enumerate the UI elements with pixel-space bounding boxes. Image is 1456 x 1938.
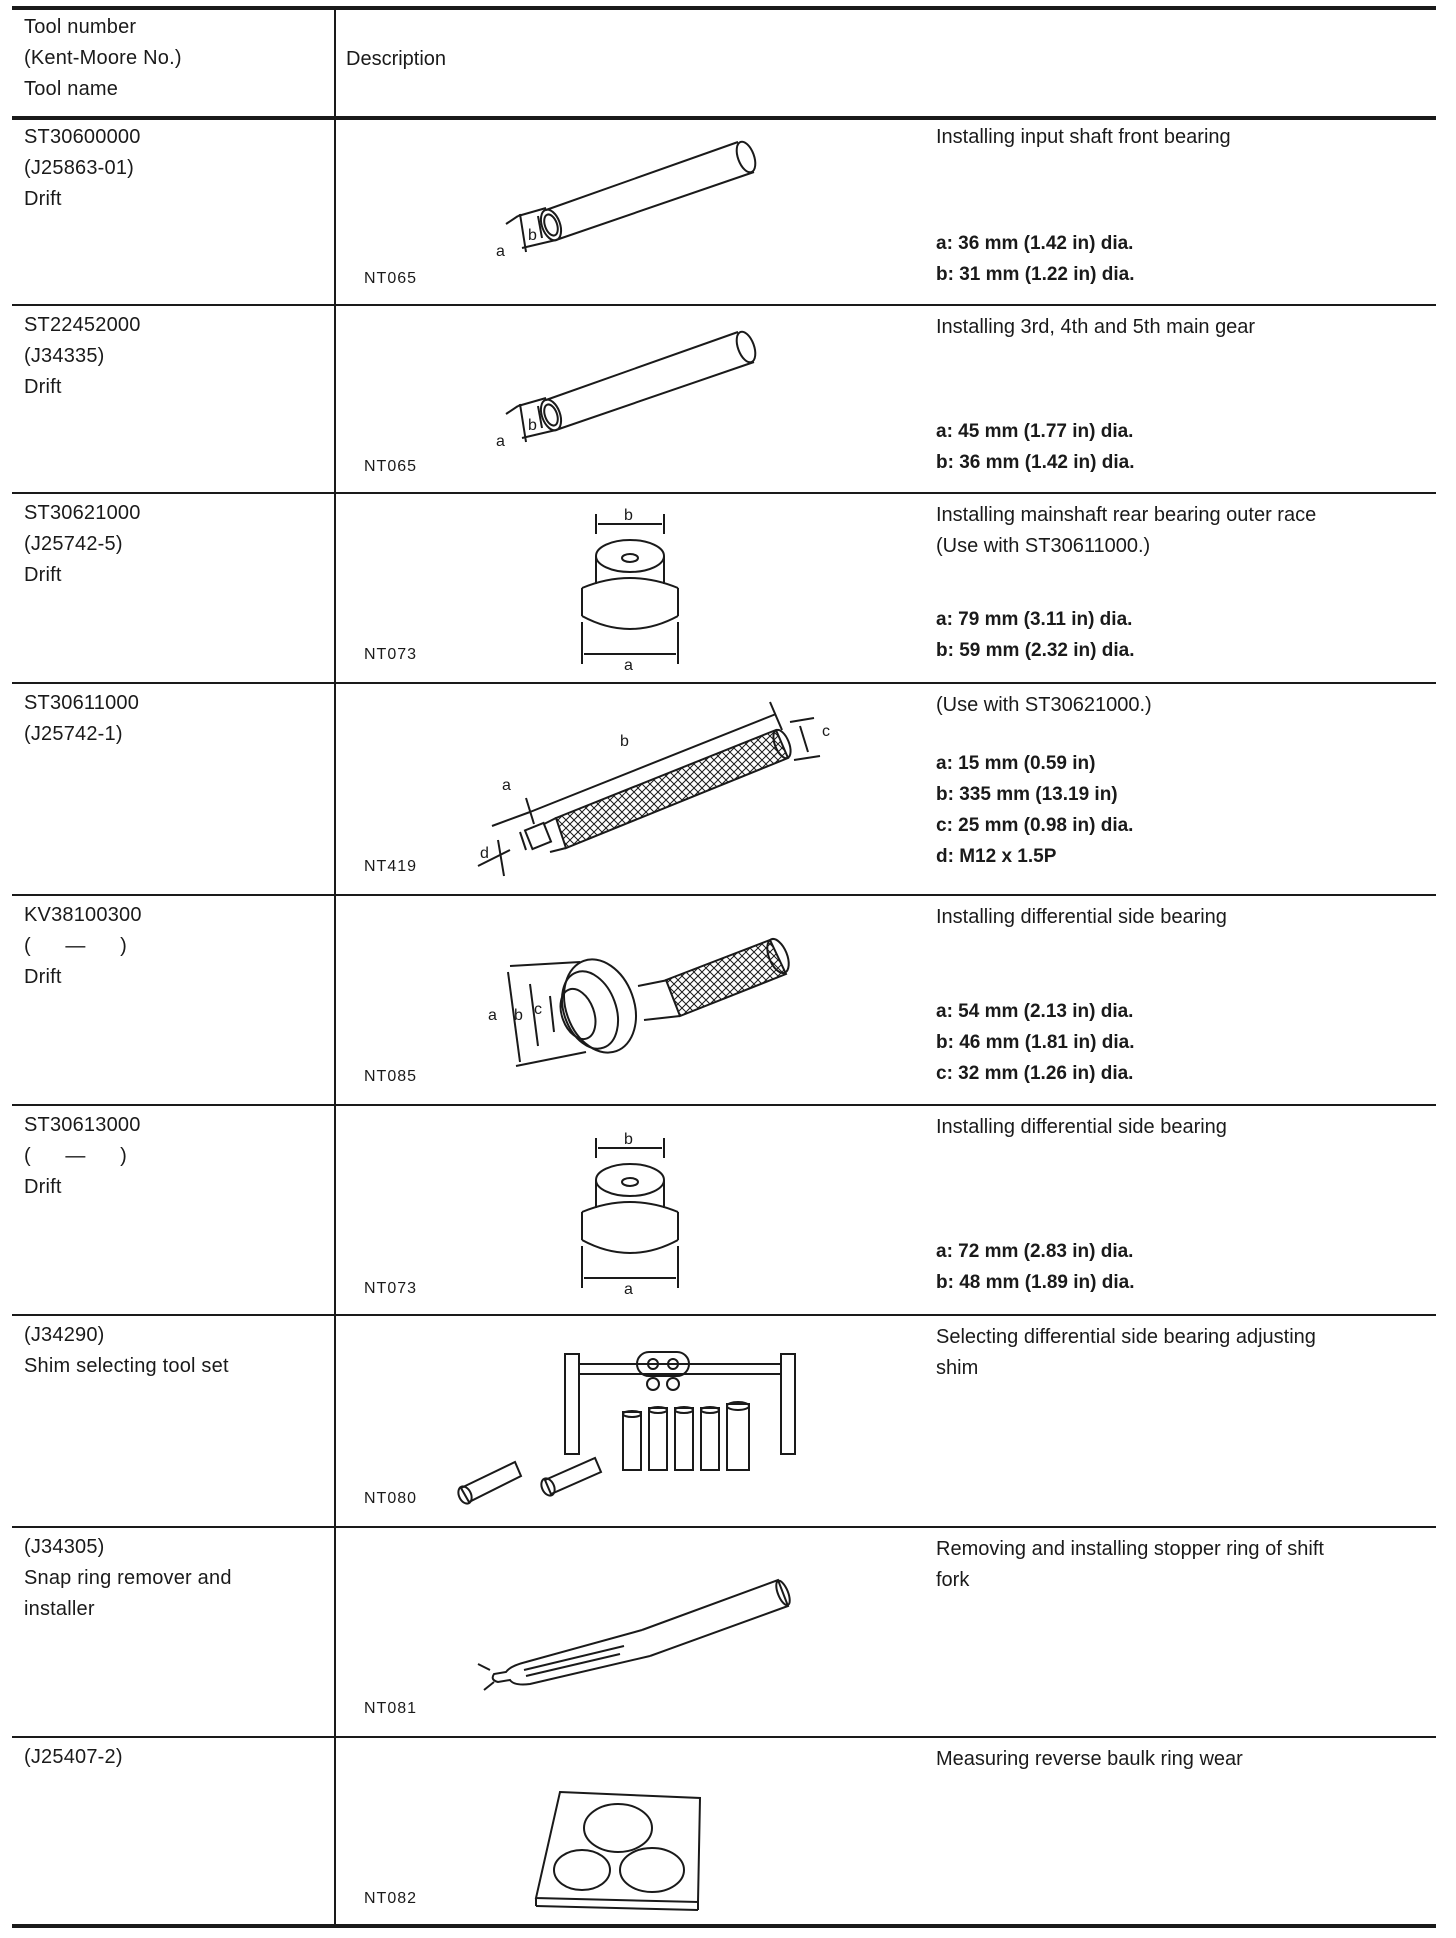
figure-code: NT081 — [364, 1700, 418, 1717]
spec-item: a: 45 mm (1.77 in) dia. — [936, 421, 1134, 442]
spec-item: b: 36 mm (1.42 in) dia. — [936, 452, 1135, 473]
tool-id-cell — [24, 498, 324, 591]
tool-description: Installing input shaft front bearing — [936, 126, 1231, 148]
tool-name: Drift — [24, 966, 62, 988]
handled-drift-icon — [470, 916, 800, 1092]
knurled-bar-icon — [470, 700, 840, 890]
tool-number: ST30621000 — [24, 502, 141, 524]
row-divider — [12, 682, 1436, 684]
spec-list — [936, 996, 1135, 1089]
table-top-border — [12, 6, 1436, 10]
row-divider — [12, 492, 1436, 494]
tool-id-cell — [24, 1110, 324, 1203]
tool-name: Drift — [24, 1176, 62, 1198]
snap-ring-tool-icon — [470, 1572, 800, 1712]
dim-label-b: b — [514, 1007, 523, 1024]
header-description: Description — [346, 48, 447, 70]
tool-description — [936, 1534, 1416, 1596]
row-divider — [12, 1736, 1436, 1738]
spec-list — [936, 748, 1133, 872]
spec-item: b: 59 mm (2.32 in) dia. — [936, 640, 1135, 661]
tool-description — [936, 1322, 1416, 1384]
tool-id-cell — [24, 1742, 324, 1773]
tool-name: Drift — [24, 188, 62, 210]
spec-list — [936, 228, 1135, 290]
description-line: shim — [936, 1357, 979, 1379]
kent-moore-number: ( — ) — [24, 935, 127, 957]
spec-item: b: 335 mm (13.19 in) — [936, 784, 1118, 805]
table-bottom-border — [12, 1924, 1436, 1928]
row-divider — [12, 1314, 1436, 1316]
description-line: Selecting differential side bearing adjusting — [936, 1326, 1316, 1348]
row-divider — [12, 894, 1436, 896]
tool-number: KV38100300 — [24, 904, 142, 926]
kent-moore-number: (J25742-5) — [24, 533, 123, 555]
dim-label-a: a — [496, 433, 505, 450]
header-line: Tool number — [24, 16, 137, 38]
description-line: Installing mainshaft rear bearing outer race — [936, 504, 1317, 526]
dim-label-a: a — [488, 1007, 497, 1024]
tool-name: installer — [24, 1598, 95, 1620]
tool-description: Installing differential side bearing — [936, 906, 1227, 928]
header-line: Tool name — [24, 78, 119, 100]
spec-item: b: 46 mm (1.81 in) dia. — [936, 1032, 1135, 1053]
dim-label-b: b — [624, 1131, 633, 1148]
tube-drift-icon — [470, 140, 770, 290]
row-divider — [12, 304, 1436, 306]
figure-code: NT065 — [364, 458, 418, 475]
header-tool-column — [24, 12, 324, 105]
stepped-drift-icon — [570, 1128, 690, 1296]
spec-item: a: 15 mm (0.59 in) — [936, 753, 1096, 774]
dim-label-a: a — [496, 243, 505, 260]
spec-item: b: 48 mm (1.89 in) dia. — [936, 1272, 1135, 1293]
dim-label-b: b — [528, 227, 537, 244]
tool-id-cell — [24, 900, 324, 993]
tool-name: Shim selecting tool set — [24, 1355, 229, 1377]
spec-list — [936, 1236, 1135, 1298]
dim-label-b: b — [528, 417, 537, 434]
tool-id-cell — [24, 310, 324, 403]
tool-description: Measuring reverse baulk ring wear — [936, 1748, 1243, 1770]
tool-number: ST22452000 — [24, 314, 141, 336]
figure-code: NT073 — [364, 646, 418, 663]
tool-name: Drift — [24, 564, 62, 586]
description-line: fork — [936, 1569, 970, 1591]
tool-description: Installing differential side bearing — [936, 1116, 1227, 1138]
spec-list — [936, 416, 1135, 478]
description-line: (Use with ST30611000.) — [936, 535, 1151, 557]
dim-label-c: c — [822, 723, 830, 740]
figure-code: NT082 — [364, 1890, 418, 1907]
tool-id-cell — [24, 1320, 324, 1382]
gauge-plate-icon — [530, 1788, 720, 1920]
tool-number: ST30611000 — [24, 692, 140, 714]
dim-label-a: a — [624, 657, 633, 674]
kent-moore-number: (J34290) — [24, 1324, 105, 1346]
tool-number: ST30613000 — [24, 1114, 141, 1136]
tool-description: (Use with ST30621000.) — [936, 694, 1152, 716]
stepped-drift-icon — [570, 504, 690, 672]
tool-name: Snap ring remover and — [24, 1567, 232, 1589]
dim-label-a: a — [502, 777, 511, 794]
kent-moore-number: ( — ) — [24, 1145, 127, 1167]
dim-label-a: a — [624, 1281, 633, 1298]
kent-moore-number: (J25742-1) — [24, 723, 123, 745]
tool-name: Drift — [24, 376, 62, 398]
dim-label-b: b — [624, 507, 633, 524]
spec-list — [936, 604, 1135, 666]
tool-number: ST30600000 — [24, 126, 141, 148]
spec-item: c: 25 mm (0.98 in) dia. — [936, 815, 1134, 836]
kent-moore-number: (J34305) — [24, 1536, 105, 1558]
figure-code: NT085 — [364, 1068, 418, 1085]
spec-item: c: 32 mm (1.26 in) dia. — [936, 1063, 1134, 1084]
header-line: (Kent-Moore No.) — [24, 47, 182, 69]
column-divider — [334, 8, 336, 1926]
kent-moore-number: (J25863-01) — [24, 157, 135, 179]
dim-label-d: d — [480, 845, 489, 862]
shim-tool-set-icon — [455, 1342, 815, 1518]
spec-item: a: 36 mm (1.42 in) dia. — [936, 233, 1134, 254]
figure-code: NT080 — [364, 1490, 418, 1507]
kent-moore-number: (J25407-2) — [24, 1746, 123, 1768]
figure-code: NT065 — [364, 270, 418, 287]
row-divider — [12, 1526, 1436, 1528]
figure-code: NT073 — [364, 1280, 418, 1297]
spec-item: a: 72 mm (2.83 in) dia. — [936, 1241, 1134, 1262]
spec-item: d: M12 x 1.5P — [936, 846, 1057, 867]
tool-description: Installing 3rd, 4th and 5th main gear — [936, 316, 1256, 338]
spec-item: b: 31 mm (1.22 in) dia. — [936, 264, 1135, 285]
description-line: Removing and installing stopper ring of shift — [936, 1538, 1324, 1560]
tool-id-cell — [24, 1532, 324, 1625]
tool-id-cell — [24, 688, 324, 750]
header-divider — [12, 116, 1436, 120]
spec-item: a: 54 mm (2.13 in) dia. — [936, 1001, 1134, 1022]
figure-code: NT419 — [364, 858, 418, 875]
row-divider — [12, 1104, 1436, 1106]
dim-label-c: c — [534, 1001, 542, 1018]
dim-label-b: b — [620, 733, 629, 750]
spec-item: a: 79 mm (3.11 in) dia. — [936, 609, 1133, 630]
kent-moore-number: (J34335) — [24, 345, 105, 367]
tool-id-cell — [24, 122, 324, 215]
tool-description — [936, 500, 1416, 562]
tube-drift-icon — [470, 330, 770, 480]
